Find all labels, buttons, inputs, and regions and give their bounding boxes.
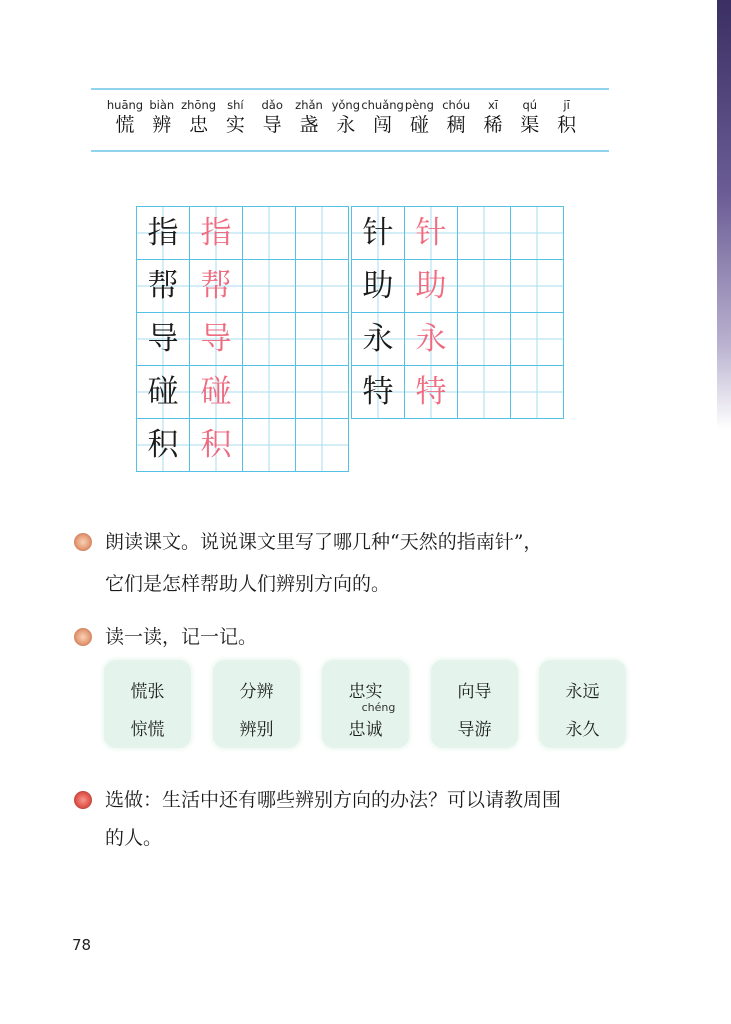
- tracing-character: 助: [415, 268, 447, 304]
- character-cell: [136, 312, 190, 366]
- vocab-pinyin: chóu: [442, 98, 471, 112]
- character-cell: [404, 206, 458, 260]
- character-cell: [404, 259, 458, 313]
- tracing-character: 积: [200, 427, 232, 463]
- vocab-pinyin: zhōng: [181, 98, 217, 112]
- model-character: 碰: [147, 374, 179, 410]
- vocab-character: 导: [262, 114, 282, 136]
- model-character: 积: [147, 427, 179, 463]
- practice-cell: [295, 312, 349, 366]
- practice-cell: [457, 206, 511, 260]
- practice-cell: [295, 418, 349, 472]
- character-cell: [351, 365, 405, 419]
- word-card-word-1: 分辨: [239, 682, 274, 702]
- vocab-character: 渠: [520, 114, 540, 136]
- tracing-character: 针: [415, 215, 447, 251]
- character-cell: [189, 365, 243, 419]
- grid-row: [351, 365, 563, 418]
- tracing-character: 帮: [200, 268, 232, 304]
- model-character: 导: [147, 321, 179, 357]
- character-cell: [136, 365, 190, 419]
- vocab-pinyin: jī: [563, 98, 570, 112]
- word-card-word-2: 导游: [457, 720, 492, 740]
- vocab-character: 闯: [373, 114, 393, 136]
- page-edge-decoration: [717, 0, 731, 430]
- word-card-pinyin-note: chéng: [361, 701, 396, 714]
- practice-cell: [457, 312, 511, 366]
- vocab-character: 积: [557, 114, 577, 136]
- task-1-line-2: 它们是怎样帮助人们辨别方向的。: [105, 573, 391, 595]
- character-cell: [351, 312, 405, 366]
- vocab-character: 忠: [189, 114, 209, 136]
- vocab-pinyin: zhǎn: [295, 98, 323, 112]
- word-card-word-2: 辨别: [239, 720, 274, 740]
- grid-row: [351, 206, 563, 259]
- word-card: [431, 660, 518, 748]
- practice-cell: [242, 365, 296, 419]
- vocab-pinyin: xī: [487, 98, 498, 112]
- word-card: [539, 660, 626, 748]
- vocab-word: [547, 98, 587, 138]
- tracing-character: 永: [415, 321, 447, 357]
- word-card-word-1: 慌张: [130, 682, 165, 702]
- red-dot-bullet-icon: [74, 791, 92, 809]
- word-card-word-1: 向导: [457, 682, 492, 702]
- word-card-word-1: 永远: [565, 682, 600, 702]
- writing-grid-left: [136, 206, 348, 471]
- vocab-character: 永: [336, 114, 356, 136]
- character-cell: [136, 259, 190, 313]
- vocab-character: 实: [225, 114, 245, 136]
- practice-cell: [457, 365, 511, 419]
- practice-cell: [295, 365, 349, 419]
- vocab-character: 稠: [446, 114, 466, 136]
- practice-cell: [295, 206, 349, 260]
- word-card: [322, 660, 409, 748]
- practice-cell: [510, 365, 564, 419]
- grid-row: [136, 418, 348, 471]
- grid-row: [136, 312, 348, 365]
- practice-cell: [295, 259, 349, 313]
- vocab-pinyin: biàn: [149, 98, 175, 112]
- character-cell: [136, 418, 190, 472]
- practice-cell: [510, 259, 564, 313]
- model-character: 特: [362, 374, 394, 410]
- word-card: [104, 660, 191, 748]
- practice-cell: [242, 312, 296, 366]
- character-cell: [136, 206, 190, 260]
- vocab-pinyin: pèng: [404, 98, 434, 112]
- vocab-character: 慌: [115, 114, 135, 136]
- task-3-line-2: 的人。: [105, 827, 163, 849]
- character-cell: [404, 312, 458, 366]
- tracing-character: 指: [200, 215, 232, 251]
- vocab-pinyin: yǒng: [331, 98, 361, 112]
- flower-bullet-icon: [74, 533, 92, 551]
- vocab-character: 稀: [483, 114, 503, 136]
- vocab-character: 盏: [299, 114, 319, 136]
- practice-cell: [242, 206, 296, 260]
- grid-row: [351, 312, 563, 365]
- practice-cell: [510, 312, 564, 366]
- character-cell: [351, 206, 405, 260]
- vocab-character: 辨: [152, 114, 172, 136]
- vocab-character: 碰: [409, 114, 429, 136]
- grid-row: [136, 365, 348, 418]
- page-number: 78: [72, 936, 92, 954]
- pinyin-row: [107, 98, 593, 142]
- flower-bullet-icon: [74, 628, 92, 646]
- model-character: 助: [362, 268, 394, 304]
- writing-grid-right: [351, 206, 563, 418]
- pinyin-vocabulary-box: [91, 88, 609, 152]
- grid-row: [136, 259, 348, 312]
- practice-cell: [457, 259, 511, 313]
- practice-cell: [242, 259, 296, 313]
- tracing-character: 导: [200, 321, 232, 357]
- character-cell: [189, 259, 243, 313]
- model-character: 指: [147, 215, 179, 251]
- character-cell: [404, 365, 458, 419]
- tracing-character: 特: [415, 374, 447, 410]
- practice-cell: [510, 206, 564, 260]
- task-1-line-1: 朗读课文。说说课文里写了哪几种“天然的指南针”，: [105, 531, 543, 553]
- vocab-pinyin: chuǎng: [361, 98, 404, 112]
- word-card-word-2: 惊慌: [130, 720, 165, 740]
- word-card-word-2: 永久: [565, 720, 600, 740]
- character-cell: [189, 418, 243, 472]
- task-2-line-1: 读一读，记一记。: [105, 626, 258, 648]
- grid-row: [136, 206, 348, 259]
- character-cell: [189, 206, 243, 260]
- tracing-character: 碰: [200, 374, 232, 410]
- vocab-pinyin: shí: [227, 98, 244, 112]
- vocab-pinyin: huāng: [106, 98, 144, 112]
- grid-row: [351, 259, 563, 312]
- model-character: 针: [362, 215, 394, 251]
- practice-cell: [242, 418, 296, 472]
- word-card: [213, 660, 300, 748]
- vocab-pinyin: qú: [522, 98, 538, 112]
- model-character: 永: [362, 321, 394, 357]
- model-character: 帮: [147, 268, 179, 304]
- word-card-word-1: 忠实: [348, 682, 383, 702]
- character-cell: [351, 259, 405, 313]
- character-cell: [189, 312, 243, 366]
- task-3-line-1: 选做：生活中还有哪些辨别方向的办法？可以请教周围: [105, 789, 562, 811]
- word-card-word-2: 忠诚: [348, 720, 383, 740]
- vocab-pinyin: dǎo: [261, 98, 283, 112]
